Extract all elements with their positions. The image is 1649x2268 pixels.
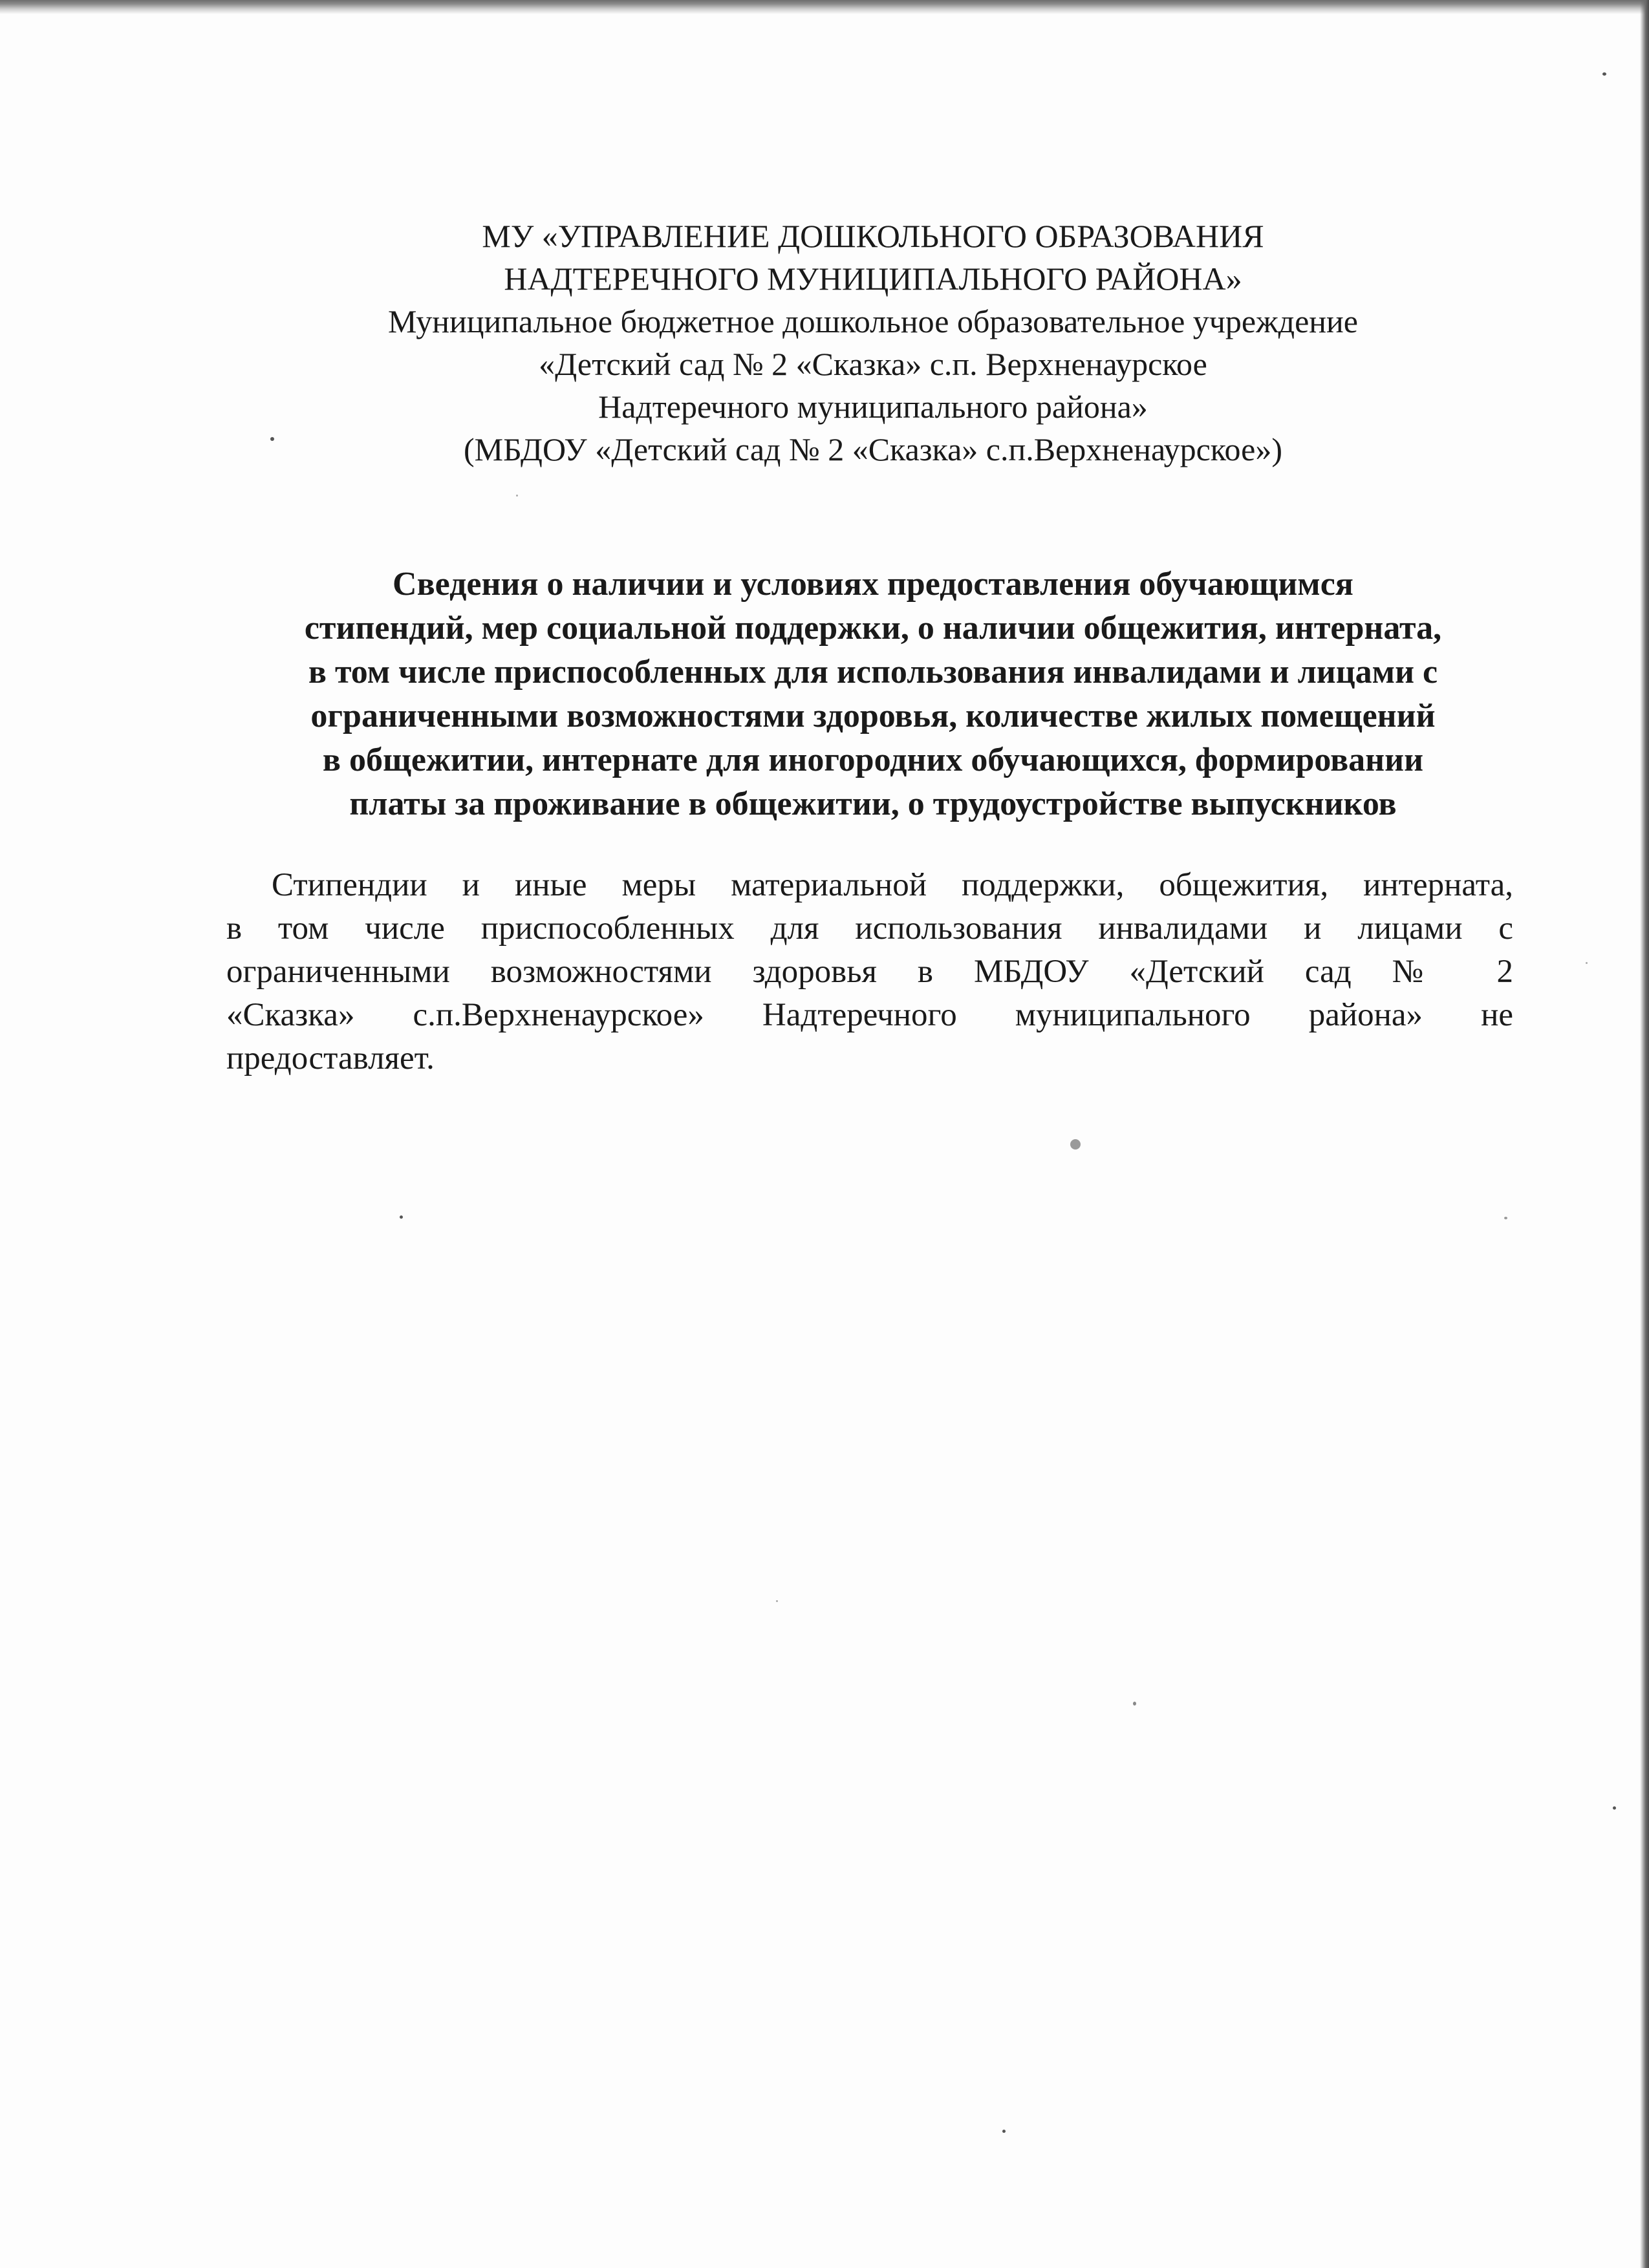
header-line: МУ «УПРАВЛЕНИЕ ДОШКОЛЬНОГО ОБРАЗОВАНИЯ <box>482 218 1264 254</box>
title-line: в общежитии, интернате для иногородних обучающихся, формировании <box>322 742 1424 778</box>
header-line: (МБДОУ «Детский сад № 2 «Сказка» с.п.Верхненаурское») <box>463 431 1283 467</box>
header-line: Муниципальное бюджетное дошкольное образовательное учреждение <box>388 303 1358 339</box>
scan-speck <box>1586 962 1588 964</box>
scan-edge-top <box>0 0 1649 14</box>
scan-speck <box>400 1215 403 1219</box>
title-line: платы за проживание в общежитии, о трудоустройстве выпускников <box>349 786 1397 822</box>
header-line: «Детский сад № 2 «Сказка» с.п. Верхненаурское <box>539 346 1207 382</box>
scan-speck <box>516 495 518 497</box>
scan-speck <box>776 1600 778 1602</box>
title-line: Сведения о наличии и условиях предоставления обучающимся <box>393 566 1353 603</box>
scan-speck <box>1504 1217 1507 1219</box>
scan-speck <box>1602 72 1606 76</box>
body-line: в том числе приспособленных для использования инвалидами и лицами с <box>226 910 1513 947</box>
scan-edge-right <box>1640 0 1649 2268</box>
scan-speck <box>1002 2130 1006 2133</box>
body-line: Стипендии и иные меры материальной поддержки, общежития, интерната, <box>272 867 1513 903</box>
body-paragraph <box>226 864 1513 1080</box>
scan-speck <box>1133 1702 1136 1706</box>
body-line: «Сказка» с.п.Верхненаурское» Надтеречного муниципального района» не <box>226 997 1513 1033</box>
organization-header <box>194 215 1552 471</box>
header-line: Надтеречного муниципального района» <box>598 389 1148 425</box>
scan-speck <box>270 437 274 441</box>
title-line: стипендий, мер социальной поддержки, о наличии общежития, интерната, <box>304 610 1442 647</box>
scan-speck <box>1070 1139 1081 1150</box>
body-line: ограниченными возможностями здоровья в МБДОУ «Детский сад № 2 <box>226 954 1513 990</box>
scan-speck <box>1613 1806 1616 1810</box>
body-line: предоставляет. <box>226 1040 435 1076</box>
document-title <box>194 562 1552 826</box>
header-line: НАДТЕРЕЧНОГО МУНИЦИПАЛЬНОГО РАЙОНА» <box>504 261 1242 297</box>
title-line: в том числе приспособленных для использования инвалидами и лицами с <box>308 654 1438 690</box>
title-line: ограниченными возможностями здоровья, количестве жилых помещений <box>310 698 1436 734</box>
